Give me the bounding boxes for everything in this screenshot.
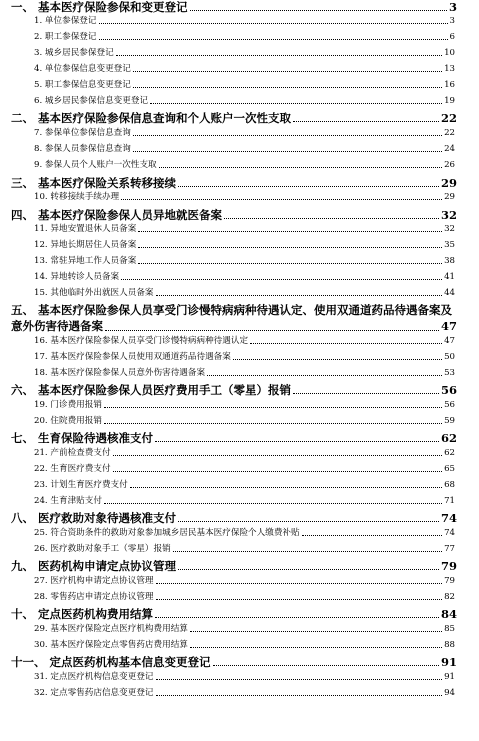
page-number: 82: [444, 592, 455, 602]
page-number: 29: [440, 176, 457, 190]
page-number: 85: [444, 624, 455, 634]
toc-item[interactable]: [34, 528, 455, 539]
toc-item[interactable]: [34, 128, 455, 139]
item-label: 19. 门诊费用报销: [34, 400, 102, 410]
item-label: 9. 参保人员个人账户一次性支取: [34, 160, 157, 170]
dot-leader: [133, 87, 442, 88]
dot-leader: [178, 186, 439, 187]
item-label: 16. 基本医疗保险参保人员享受门诊慢特病病种待遇认定: [34, 336, 249, 346]
toc-section[interactable]: [11, 655, 457, 669]
item-label: 31. 定点医疗机构信息变更登记: [34, 672, 154, 682]
toc-section[interactable]: [11, 431, 457, 445]
toc-section[interactable]: [11, 511, 457, 525]
item-label: 13. 常驻异地工作人员备案: [34, 256, 137, 266]
page-number: 68: [444, 480, 455, 490]
dot-leader: [207, 375, 442, 376]
page-number: 59: [444, 416, 455, 426]
dot-leader: [250, 343, 442, 344]
page-number: 47: [444, 336, 455, 346]
toc-item[interactable]: [34, 672, 455, 683]
section-title: 八、 医疗救助对象待遇核准支付: [11, 511, 177, 525]
toc-item[interactable]: [34, 256, 455, 267]
dot-leader: [293, 121, 439, 122]
dot-leader: [178, 569, 439, 570]
toc-item[interactable]: [34, 352, 455, 363]
section-title: 一、 基本医疗保险参保和变更登记: [11, 0, 188, 14]
item-label: 23. 计划生育医疗费支付: [34, 480, 128, 490]
toc-item[interactable]: [34, 640, 455, 651]
toc-item[interactable]: [34, 240, 455, 251]
section-title: 三、 基本医疗保险关系转移接续: [11, 176, 177, 190]
toc-item[interactable]: [34, 48, 455, 59]
page-number: 65: [444, 464, 455, 474]
dot-leader: [138, 263, 442, 264]
item-label: 22. 生育医疗费支付: [34, 464, 111, 474]
section-title: 七、 生育保险待遇核准支付: [11, 431, 154, 445]
page-number: 74: [444, 528, 455, 538]
toc-item[interactable]: [34, 272, 455, 283]
page-number: 62: [440, 431, 457, 445]
toc-item[interactable]: [34, 480, 455, 491]
toc-section[interactable]: [11, 176, 457, 190]
dot-leader: [190, 647, 442, 648]
toc-item[interactable]: [34, 144, 455, 155]
toc-item[interactable]: [34, 80, 455, 91]
page-number: 24: [444, 144, 455, 154]
section-title: 二、 基本医疗保险参保信息查询和个人账户一次性支取: [11, 111, 292, 125]
dot-leader: [133, 135, 442, 136]
page-number: 13: [444, 64, 455, 74]
dot-leader: [155, 617, 439, 618]
item-label: 32. 定点零售药店信息变更登记: [34, 688, 154, 698]
toc-section[interactable]: [11, 607, 457, 621]
toc-item[interactable]: [34, 32, 455, 43]
page-number: 79: [444, 576, 455, 586]
dot-leader: [159, 167, 442, 168]
toc-section[interactable]: [11, 0, 457, 14]
section-title: 四、 基本医疗保险参保人员异地就医备案: [11, 208, 223, 222]
dot-leader: [113, 455, 443, 456]
section-title-line: 意外伤害待遇备案: [11, 319, 103, 333]
page-number: 62: [444, 448, 455, 458]
dot-leader: [155, 441, 439, 442]
item-label: 17. 基本医疗保险参保人员使用双通道药品待遇备案: [34, 352, 231, 362]
page-number: 77: [444, 544, 455, 554]
toc-item[interactable]: [34, 416, 455, 427]
dot-leader: [138, 247, 442, 248]
item-label: 28. 零售药店申请定点协议管理: [34, 592, 154, 602]
dot-leader: [105, 330, 439, 331]
item-label: 7. 参保单位参保信息查询: [34, 128, 131, 138]
toc-item[interactable]: [34, 336, 455, 347]
page-number: 29: [444, 192, 455, 202]
dot-leader: [224, 218, 439, 219]
page-number: 91: [440, 655, 457, 669]
page-number: 38: [444, 256, 455, 266]
page-number: 56: [444, 400, 455, 410]
dot-leader: [121, 199, 442, 200]
page-number: 32: [440, 208, 457, 222]
page-number: 10: [444, 48, 455, 58]
dot-leader: [190, 10, 447, 11]
page-number: 22: [444, 128, 455, 138]
dot-leader: [156, 679, 443, 680]
dot-leader: [156, 583, 443, 584]
section-title: 六、 基本医疗保险参保人员医疗费用手工（零星）报销: [11, 383, 292, 397]
item-label: 8. 参保人员参保信息查询: [34, 144, 131, 154]
dot-leader: [138, 231, 442, 232]
dot-leader: [113, 471, 443, 472]
toc-item[interactable]: [34, 464, 455, 475]
page-number: 79: [440, 559, 457, 573]
item-label: 18. 基本医疗保险参保人员意外伤害待遇备案: [34, 368, 206, 378]
item-label: 21. 产前检查费支付: [34, 448, 111, 458]
section-title: 十一、 定点医药机构基本信息变更登记: [11, 655, 211, 669]
dot-leader: [104, 407, 442, 408]
toc-item[interactable]: [34, 688, 455, 699]
dot-leader: [133, 151, 442, 152]
item-label: 14. 异地转诊人员备案: [34, 272, 120, 282]
page-number: 91: [444, 672, 455, 682]
page-number: 88: [444, 640, 455, 650]
toc-item[interactable]: [34, 288, 455, 299]
dot-leader: [121, 279, 442, 280]
toc-item[interactable]: [34, 16, 455, 27]
toc-item[interactable]: [34, 496, 455, 507]
item-label: 30. 基本医疗保险定点零售药店费用结算: [34, 640, 188, 650]
page-number: 94: [444, 688, 455, 698]
item-label: 24. 生育津贴支付: [34, 496, 102, 506]
item-label: 12. 异地长期居住人员备案: [34, 240, 137, 250]
item-label: 11. 异地安置退休人员备案: [34, 224, 137, 234]
section-title-line: 五、 基本医疗保险参保人员享受门诊慢特病病种待遇认定、使用双通道药品待遇备案及: [11, 303, 452, 317]
dot-leader: [99, 39, 448, 40]
toc-section[interactable]: [11, 383, 457, 397]
item-label: 1. 单位参保登记: [34, 16, 97, 26]
dot-leader: [190, 631, 442, 632]
page-number: 19: [444, 96, 455, 106]
dot-leader: [150, 103, 442, 104]
page-number: 22: [440, 111, 457, 125]
dot-leader: [156, 295, 443, 296]
toc-item[interactable]: [34, 368, 455, 379]
item-label: 2. 职工参保登记: [34, 32, 97, 42]
toc-item[interactable]: [34, 96, 455, 107]
dot-leader: [213, 665, 439, 666]
dot-leader: [178, 521, 439, 522]
page-number: 56: [440, 383, 457, 397]
toc-item[interactable]: [34, 64, 455, 75]
page-number: 16: [444, 80, 455, 90]
item-label: 6. 城乡居民参保信息变更登记: [34, 96, 149, 106]
page-number: 50: [444, 352, 455, 362]
dot-leader: [156, 599, 443, 600]
toc-item[interactable]: [34, 224, 455, 235]
toc-item[interactable]: [34, 448, 455, 459]
page-number: 6: [449, 32, 455, 42]
dot-leader: [104, 423, 442, 424]
dot-leader: [293, 393, 439, 394]
item-label: 25. 符合资助条件的救助对象参加城乡居民基本医疗保险个人缴费补贴: [34, 528, 300, 538]
dot-leader: [302, 535, 442, 536]
toc-item[interactable]: [34, 624, 455, 635]
dot-leader: [104, 503, 442, 504]
item-label: 15. 其他临时外出就医人员备案: [34, 288, 154, 298]
item-label: 10. 转移接续手续办理: [34, 192, 120, 202]
toc-section[interactable]: [11, 302, 457, 334]
item-label: 27. 医疗机构申请定点协议管理: [34, 576, 154, 586]
toc-item[interactable]: [34, 544, 455, 555]
item-label: 4. 单位参保信息变更登记: [34, 64, 131, 74]
page-number: 53: [444, 368, 455, 378]
dot-leader: [130, 487, 442, 488]
dot-leader: [133, 71, 442, 72]
item-label: 20. 住院费用报销: [34, 416, 102, 426]
page-number: 44: [444, 288, 455, 298]
dot-leader: [116, 55, 442, 56]
page-number: 32: [444, 224, 455, 234]
page-number: 26: [444, 160, 455, 170]
toc-item[interactable]: [34, 576, 455, 587]
toc-section[interactable]: [11, 559, 457, 573]
page-number: 41: [444, 272, 455, 282]
section-title: 九、 医药机构申请定点协议管理: [11, 559, 177, 573]
dot-leader: [99, 23, 448, 24]
toc-section[interactable]: [11, 111, 457, 125]
toc-item[interactable]: [34, 592, 455, 603]
page-number: 47: [440, 319, 457, 333]
page-number: 35: [444, 240, 455, 250]
page-number: 3: [448, 0, 457, 14]
toc-item[interactable]: [34, 400, 455, 411]
toc-item[interactable]: [34, 160, 455, 171]
toc-item[interactable]: [34, 192, 455, 203]
item-label: 5. 职工参保信息变更登记: [34, 80, 131, 90]
page-number: 84: [440, 607, 457, 621]
item-label: 29. 基本医疗保险定点医疗机构费用结算: [34, 624, 188, 634]
toc-section[interactable]: [11, 208, 457, 222]
section-title: 十、 定点医药机构费用结算: [11, 607, 154, 621]
item-label: 26. 医疗救助对象手工（零星）报销: [34, 544, 171, 554]
page-number: 3: [449, 16, 455, 26]
dot-leader: [173, 551, 442, 552]
page-number: 74: [440, 511, 457, 525]
item-label: 3. 城乡居民参保登记: [34, 48, 114, 58]
dot-leader: [233, 359, 442, 360]
dot-leader: [156, 695, 443, 696]
page-number: 71: [444, 496, 455, 506]
